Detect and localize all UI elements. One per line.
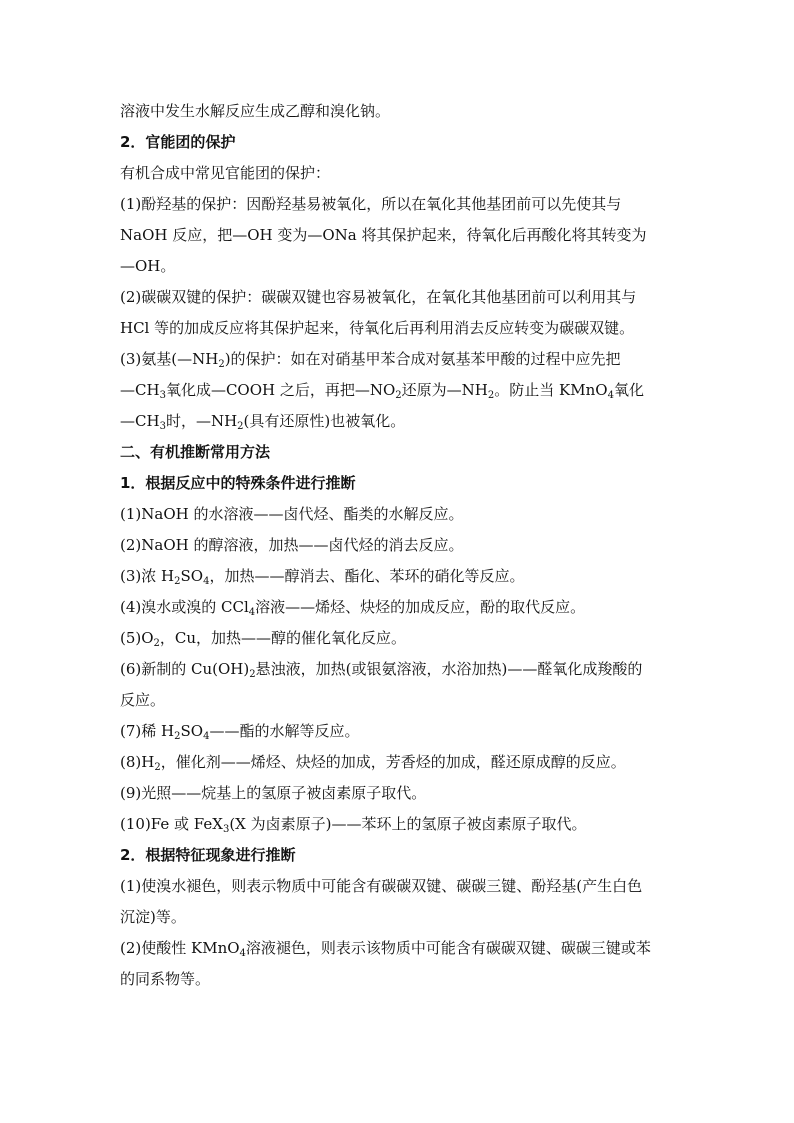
paragraph-line: (2)碳碳双键的保护：碳碳双键也容易被氧化，在氧化其他基团前可以利用其与	[120, 288, 637, 306]
list-item: 反应。	[120, 691, 166, 709]
list-item	[120, 597, 680, 617]
list-item: 的同系物等。	[120, 970, 211, 988]
text-run: —CH	[120, 381, 160, 399]
list-item: (1)NaOH 的水溶液——卤代烃、酯类的水解反应。	[120, 505, 464, 523]
text-run: (7)稀 H	[120, 722, 175, 740]
list-item	[120, 721, 680, 741]
paragraph-line: (1)酚羟基的保护：因酚羟基易被氧化，所以在氧化其他基团前可以先使其与	[120, 195, 622, 213]
text-run: (5)O	[120, 629, 154, 647]
list-item	[120, 938, 680, 958]
subscript: 3	[222, 824, 230, 834]
list-item: (2)NaOH 的醇溶液，加热——卤代烃的消去反应。	[120, 536, 464, 554]
text-run: (3)氨基(—NH	[120, 350, 219, 368]
text-run: 时，—NH	[165, 412, 238, 430]
subscript: 3	[159, 421, 166, 431]
subscript: 2	[395, 390, 402, 400]
section-heading: 二、有机推断常用方法	[120, 443, 271, 461]
text-run: (6)新制的 Cu(OH)	[120, 660, 250, 678]
subscript: 2	[174, 731, 181, 741]
text-run: SO	[180, 722, 204, 740]
text-run: ——酯的水解等反应。	[209, 722, 360, 740]
text-run: (4)溴水或溴的 CCl	[120, 598, 249, 616]
text-run: 悬浊液，加热(或银氨溶液，水浴加热)——醛氧化成羧酸的	[255, 660, 643, 678]
text-run: 氧化成—COOH 之后，再把—NO	[165, 381, 396, 399]
text-run: (8)H	[120, 753, 155, 771]
text-run: 溶液——烯烃、炔烃的加成反应，酚的取代反应。	[255, 598, 586, 616]
list-item	[120, 566, 680, 586]
paragraph-line	[120, 380, 680, 400]
list-item	[120, 814, 680, 834]
text-run: ，Cu，加热——醇的催化氧化反应。	[159, 629, 407, 647]
paragraph-line	[120, 349, 680, 369]
subscript: 2	[174, 576, 181, 586]
list-item	[120, 752, 680, 772]
subscript: 4	[203, 731, 210, 741]
text-line: 溶液中发生水解反应生成乙醇和溴化钠。	[120, 102, 391, 120]
subscript: 4	[248, 607, 256, 617]
list-item	[120, 628, 680, 648]
text-run: (具有还原性)也被氧化。	[243, 412, 406, 430]
subscript: 2	[487, 390, 495, 400]
text-run: 。防止当 KMnO	[494, 381, 608, 399]
subscript: 4	[239, 948, 246, 958]
text-run: (X 为卤素原子)——苯环上的氢原子被卤素原子取代。	[229, 815, 587, 833]
text-run: 还原为—NH	[401, 381, 488, 399]
subscript: 2	[237, 421, 244, 431]
subscript: 2	[154, 762, 161, 772]
list-item: (9)光照——烷基上的氢原子被卤素原子取代。	[120, 784, 427, 802]
paragraph-line: NaOH 反应，把—OH 变为—ONa 将其保护起来，待氧化后再酸化将其转变为	[120, 226, 647, 244]
text-run: )的保护：如在对硝基甲苯合成对氨基苯甲酸的过程中应先把	[224, 350, 621, 368]
text-run: (3)浓 H	[120, 567, 175, 585]
list-item: (1)使溴水褪色，则表示物质中可能含有碳碳双键、碳碳三键、酚羟基(产生白色	[120, 877, 643, 895]
list-item	[120, 659, 680, 679]
section-heading: 2．根据特征现象进行推断	[120, 846, 296, 864]
subscript: 4	[607, 390, 614, 400]
paragraph-line: —OH。	[120, 257, 176, 275]
subscript: 2	[218, 359, 225, 369]
subscript: 3	[159, 390, 166, 400]
text-run: —CH	[120, 412, 160, 430]
subscript: 4	[203, 576, 210, 586]
text-run: 氧化	[613, 381, 644, 399]
list-item: 沉淀)等。	[120, 908, 186, 926]
text-run: (2)使酸性 KMnO	[120, 939, 240, 957]
text-run: 溶液褪色，则表示该物质中可能含有碳碳双键、碳碳三键或苯	[245, 939, 651, 957]
text-line: 有机合成中常见官能团的保护：	[120, 164, 331, 182]
paragraph-line: HCl 等的加成反应将其保护起来，待氧化后再利用消去反应转变为碳碳双键。	[120, 319, 635, 337]
section-heading: 1．根据反应中的特殊条件进行推断	[120, 474, 356, 492]
text-run: ，催化剂——烯烃、炔烃的加成，芳香烃的加成，醛还原成醇的反应。	[160, 753, 626, 771]
text-run: (10)Fe 或 FeX	[120, 815, 223, 833]
paragraph-line	[120, 411, 680, 431]
section-heading: 2．官能团的保护	[120, 133, 236, 151]
subscript: 2	[249, 669, 256, 679]
subscript: 2	[153, 638, 160, 648]
text-run: ，加热——醇消去、酯化、苯环的硝化等反应。	[209, 567, 525, 585]
text-run: SO	[180, 567, 204, 585]
